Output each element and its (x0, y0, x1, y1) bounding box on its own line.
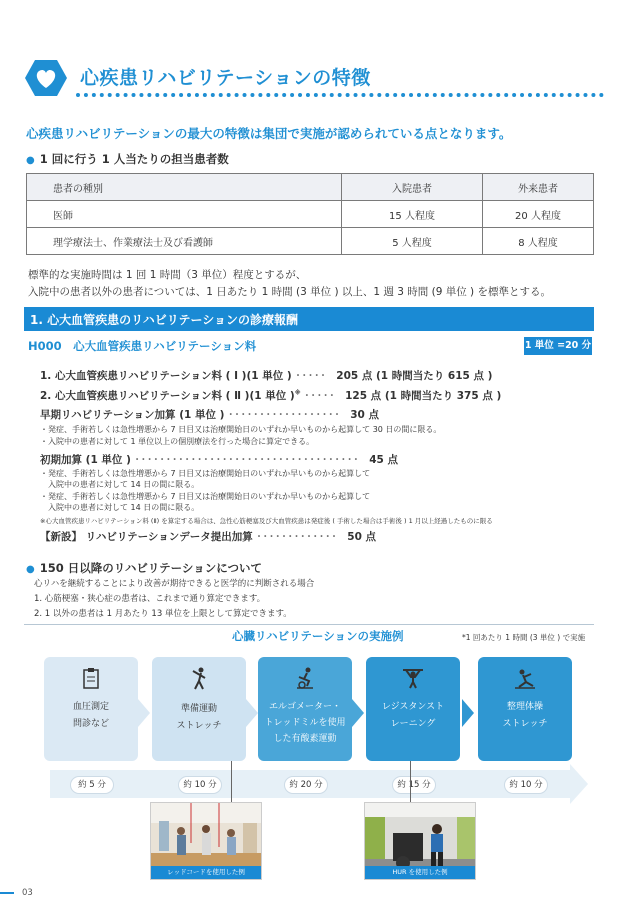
time-bar-arrow (570, 764, 588, 804)
step-line: 整理体操 (506, 702, 543, 712)
time-pill: 約 20 分 (284, 776, 328, 794)
example-title: 心臓リハビリテーションの実施例 (232, 629, 404, 643)
ergometer-icon (258, 667, 352, 695)
staff-note-2: 入院中の患者以外の患者については、1 日あたり 1 時間 (3 単位 ) 以上、1 週 3 時間 (9 単位 ) を標準とする。 (28, 286, 551, 298)
step-line: ストレッチ (502, 719, 548, 729)
early-item (40, 407, 379, 422)
table-header-cell: 患者の種別 (27, 174, 342, 201)
new-item (40, 529, 376, 544)
stretch-floor-icon (478, 667, 572, 695)
step-line: 準備運動 (180, 704, 217, 714)
table-cell: 5 人程度 (342, 228, 483, 255)
unit-badge: 1 単位 =20 分 (524, 337, 592, 355)
step-card (152, 657, 246, 761)
initial-value: 45 点 (369, 454, 398, 466)
example-divider (24, 624, 594, 625)
step-card (258, 657, 352, 761)
table-cell: 医師 (27, 201, 342, 228)
step-line: ストレッチ (176, 721, 222, 731)
fee-item-1-dots: ･････ (295, 370, 327, 382)
step-line: レジスタンスト (381, 702, 445, 712)
initial-label: 初期加算 (1 単位 ) (40, 454, 131, 466)
time-pill: 約 5 分 (70, 776, 114, 794)
initial-note-4: 入院中の患者に対して 14 日の間に限る。 (40, 503, 200, 512)
step-line: トレッドミルを使用 (264, 718, 346, 728)
stretch-person-icon (152, 667, 246, 697)
redcord-photo (150, 802, 262, 880)
step-line: 問診など (72, 719, 109, 729)
step-arrow (352, 699, 364, 727)
early-label: 早期リハビリテーション加算 (1 単位 ) (40, 409, 225, 421)
early-note-2: ・入院中の患者に対して 1 単位以上の個別療法を行った場合に算定できる。 (40, 437, 315, 446)
step-card (366, 657, 460, 761)
photo-connector (231, 761, 233, 802)
initial-note-2: 入院中の患者に対して 14 日の間に限る。 (40, 480, 200, 489)
fee-item-1 (40, 368, 492, 383)
step-arrow (138, 699, 150, 727)
step-line: した有酸素運動 (273, 734, 337, 744)
section-band-title: 1. 心大血管疾患のリハビリテーションの診療報酬 (30, 313, 299, 327)
section-band (24, 307, 594, 331)
after150-line-2: 1. 心筋梗塞・狭心症の患者は、これまで通り算定できます。 (34, 594, 266, 604)
table-row (27, 228, 594, 255)
page-title: 心疾患リハビリテーションの特徴 (80, 67, 371, 89)
heart-hexagon-icon (24, 58, 68, 98)
time-pill: 約 15 分 (392, 776, 436, 794)
weightlifting-icon (366, 667, 460, 695)
step-arrow (462, 699, 474, 727)
time-pill: 約 10 分 (178, 776, 222, 794)
staff-heading: ● 1 回に行う 1 人当たりの担当患者数 (26, 151, 229, 167)
table-cell: 15 人程度 (342, 201, 483, 228)
table-cell: 20 人程度 (483, 201, 594, 228)
hur-photo (364, 802, 476, 880)
fee-item-2-dots: ･････ (304, 390, 336, 402)
table-header-row (27, 174, 594, 201)
clipboard-icon (44, 667, 138, 695)
table-row (27, 201, 594, 228)
new-dots: ･････････････ (256, 531, 338, 543)
table-header-cell: 入院患者 (342, 174, 483, 201)
step-card (44, 657, 138, 761)
after150-line-3: 2. 1 以外の患者は 1 月あたり 13 単位を上限として算定できます。 (34, 609, 292, 619)
step-line: レーニング (390, 719, 436, 729)
table-cell: 理学療法士、作業療法士及び看護師 (27, 228, 342, 255)
table-header-cell: 外来患者 (483, 174, 594, 201)
page-bar (0, 892, 14, 894)
photo-caption: レッドコードを使用した例 (151, 866, 261, 879)
staff-note-1: 標準的な実施時間は 1 回 1 時間（3 単位）程度とするが、 (28, 269, 307, 281)
code-title: H000 心大血管疾患リハビリテーション料 (28, 339, 257, 353)
new-label: 【新設】 リハビリテーションデータ提出加算 (40, 531, 253, 543)
table-cell: 8 人程度 (483, 228, 594, 255)
fee-item-1-label: 1. 心大血管疾患リハビリテーション料 ( Ⅰ )(1 単位 ) (40, 370, 292, 382)
fee-item-1-value: 205 点 (1 時間当たり 615 点 ) (336, 370, 493, 382)
initial-dots: ････････････････････････････････････ (134, 454, 360, 466)
early-value: 30 点 (350, 409, 380, 421)
step-arrow (246, 699, 258, 727)
initial-item (40, 452, 398, 467)
early-dots: ･･････････････････ (228, 409, 341, 421)
step-line: 血圧測定 (72, 702, 109, 712)
page-number: 03 (22, 888, 33, 898)
after150-line-1: 心リハを継続することにより改善が期待できると医学的に判断される場合 (34, 579, 315, 589)
fee-item-2-mark: ※ (294, 389, 301, 397)
fee-footnote: ※心大血管疾患リハビリテーション料 (Ⅱ) を算定する場合は、急性心筋梗塞及び大血管疾患は発症後 ( 手術した場合は手術後 ) 1 月以上経過したものに限る (40, 517, 493, 525)
fee-item-2 (40, 388, 501, 403)
photo-caption: HUR を使用した例 (365, 866, 475, 879)
step-card (478, 657, 572, 761)
example-note: *1 回あたり 1 時間 (3 単位 ) で実施 (462, 633, 586, 642)
initial-note-3: ・発症、手術若しくは急性増悪から 7 日目又は治療開始日のいずれか早いものから起算して (40, 492, 371, 501)
new-value: 50 点 (347, 531, 377, 543)
title-divider (76, 93, 604, 97)
initial-note-1: ・発症、手術若しくは急性増悪から 7 日目又は治療開始日のいずれか早いものから起算して (40, 469, 371, 478)
early-note-1: ・発症、手術若しくは急性増悪から 7 日目又は治療開始日のいずれか早いものから起算して 30 日の間に限る。 (40, 425, 442, 434)
after150-heading: ● 150 日以降のリハビリテーションについて (26, 560, 262, 576)
fee-item-2-label: 2. 心大血管疾患リハビリテーション料 ( Ⅱ )(1 単位 ) (40, 390, 295, 402)
lead-text: 心疾患リハビリテーションの最大の特徴は集団で実施が認められている点となります。 (26, 126, 512, 141)
staff-table (26, 173, 594, 255)
time-pill: 約 10 分 (504, 776, 548, 794)
fee-item-2-value: 125 点 (1 時間当たり 375 点 ) (345, 390, 502, 402)
step-line: エルゴメーター・ (268, 702, 341, 712)
photo-connector (410, 761, 412, 802)
